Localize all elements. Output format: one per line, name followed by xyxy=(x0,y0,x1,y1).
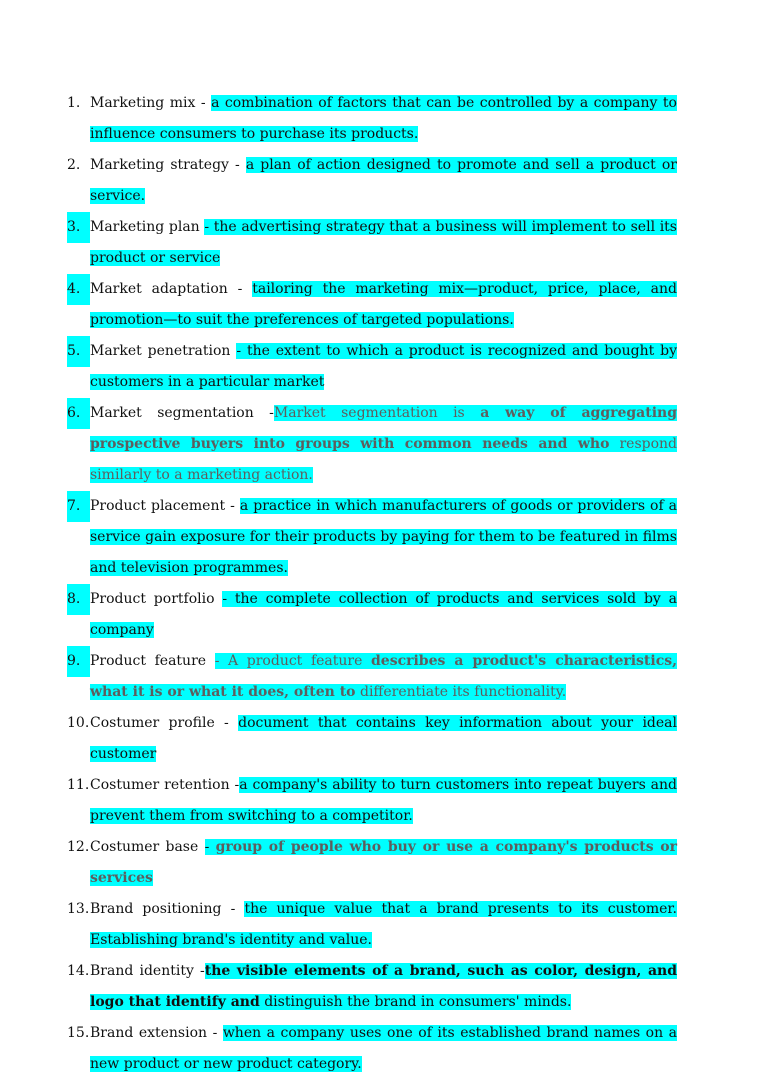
list-item xyxy=(67,1018,677,1080)
item-number: 9. xyxy=(67,646,90,677)
terms-list xyxy=(67,88,677,1080)
item-number: 6. xyxy=(67,398,90,429)
item-term: Product portfolio xyxy=(90,591,223,607)
item-definition: a combination of factors that can be controlled by a company to influence consumers to purchase its products. xyxy=(90,95,677,142)
item-term: Product placement - xyxy=(90,498,240,514)
item-definition-bold: the visible elements of a brand, such as color, design, and logo that identify and xyxy=(90,963,677,1010)
list-item xyxy=(67,956,677,1018)
item-body xyxy=(90,646,677,708)
item-number: 15. xyxy=(67,1025,90,1041)
list-item xyxy=(67,894,677,956)
item-definition-tail: distinguish the brand in consumers' minds. xyxy=(259,994,572,1010)
item-definition: - the complete collection of products and services sold by a company xyxy=(90,591,677,638)
item-number: 11. xyxy=(67,777,90,793)
item-definition: - the advertising strategy that a business will implement to sell its product or service xyxy=(90,219,677,266)
item-term: Costumer profile - xyxy=(90,715,239,731)
item-term: Market penetration xyxy=(90,343,237,359)
list-item xyxy=(67,491,677,584)
list-item xyxy=(67,150,677,212)
list-item xyxy=(67,708,677,770)
item-definition-bold: describes a product's characteristics, what it is or what it does, often to xyxy=(90,653,677,700)
item-body xyxy=(90,770,677,832)
item-body xyxy=(90,150,677,212)
item-body xyxy=(90,1018,677,1080)
item-term: Market segmentation - xyxy=(90,405,274,421)
item-number: 10. xyxy=(67,715,90,731)
item-term: Market adaptation - xyxy=(90,281,253,297)
item-body xyxy=(90,398,677,491)
item-number: 13. xyxy=(67,901,90,917)
list-item xyxy=(67,832,677,894)
item-definition: document that contains key information about your ideal customer xyxy=(90,715,677,762)
item-number: 8. xyxy=(67,584,90,615)
item-definition: a practice in which manufacturers of goods or providers of a service gain exposure for their products by paying for them to be featured in films and television programmes. xyxy=(90,498,677,576)
item-term: Marketing strategy - xyxy=(90,157,246,173)
item-body xyxy=(90,88,677,150)
list-item xyxy=(67,212,677,274)
item-body xyxy=(90,274,677,336)
item-number: 14. xyxy=(67,963,90,979)
item-number: 3. xyxy=(67,212,90,243)
item-definition: - the extent to which a product is recognized and bought by customers in a particular market xyxy=(90,343,677,390)
item-definition-tail: differentiate its functionality. xyxy=(355,684,567,700)
item-definition-lead: - xyxy=(204,839,216,855)
item-term: Product feature xyxy=(90,653,215,669)
item-definition-lead: Market segmentation is xyxy=(273,405,481,421)
item-body xyxy=(90,832,677,894)
item-definition: when a company uses one of its established brand names on a new product or new product category. xyxy=(90,1025,677,1072)
item-number: 5. xyxy=(67,336,90,367)
list-item xyxy=(67,274,677,336)
item-body xyxy=(90,894,677,956)
item-term: Brand identity - xyxy=(90,963,205,979)
item-body xyxy=(90,956,677,1018)
item-term: Marketing plan xyxy=(90,219,205,235)
item-definition: a company's ability to turn customers into repeat buyers and prevent them from switching to a competitor. xyxy=(90,777,677,824)
item-term: Marketing mix - xyxy=(90,95,212,111)
item-number: 4. xyxy=(67,274,90,305)
item-term: Brand extension - xyxy=(90,1025,223,1041)
list-item xyxy=(67,770,677,832)
list-item xyxy=(67,336,677,398)
item-definition-lead: - A product feature xyxy=(214,653,371,669)
item-number: 1. xyxy=(67,95,81,111)
item-definition-bold: a way of aggregating prospective buyers into groups with common needs and who xyxy=(90,405,678,452)
item-definition: tailoring the marketing mix—product, price, place, and promotion—to suit the preferences of targeted populations. xyxy=(90,281,677,328)
list-item xyxy=(67,584,677,646)
item-body xyxy=(90,336,677,398)
item-body xyxy=(90,491,677,584)
item-number: 2. xyxy=(67,157,81,173)
item-definition-bold: group of people who buy or use a company's products or services xyxy=(90,839,677,886)
list-item xyxy=(67,88,677,150)
item-definition: the unique value that a brand presents to its customer. Establishing brand's identity and value. xyxy=(90,901,677,948)
item-body xyxy=(90,708,677,770)
list-item xyxy=(67,398,677,491)
item-number: 7. xyxy=(67,491,90,522)
item-definition: a plan of action designed to promote and sell a product or service. xyxy=(90,157,677,204)
list-item xyxy=(67,646,677,708)
item-number: 12. xyxy=(67,839,90,855)
item-term: Brand positioning - xyxy=(90,901,245,917)
item-term: Costumer retention - xyxy=(90,777,240,793)
item-body xyxy=(90,584,677,646)
item-definition-tail: respond similarly to a marketing action. xyxy=(90,436,678,483)
item-term: Costumer base xyxy=(90,839,205,855)
item-body xyxy=(90,212,677,274)
